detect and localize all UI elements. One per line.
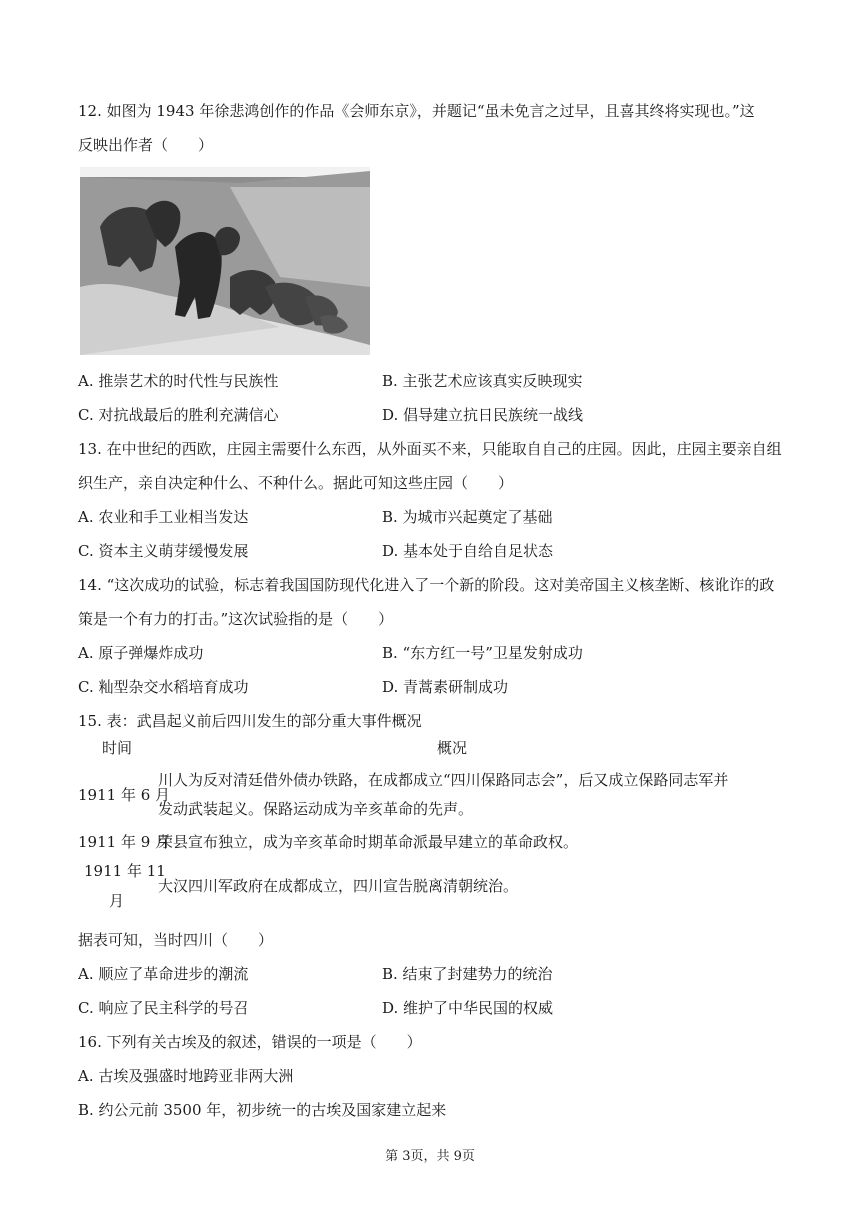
q15-stem: 据表可知，当时四川（ ） [78, 931, 274, 949]
q14-stem-line1: 14. “这次成功的试验，标志着我国国防现代化进入了一个新的阶段。这对美帝国主义核垄断、核讹诈的政 [78, 576, 775, 594]
q13-option-d[interactable]: D. 基本处于自给自足状态 [382, 542, 554, 560]
q15-option-d[interactable]: D. 维护了中华民国的权威 [382, 999, 554, 1017]
q14-option-a[interactable]: A. 原子弹爆炸成功 [78, 644, 204, 662]
table-row-3-desc: 大汉四川军政府在成都成立，四川宣告脱离清朝统治。 [158, 877, 519, 895]
q12-option-b[interactable]: B. 主张艺术应该真实反映现实 [382, 372, 583, 390]
q12-option-a[interactable]: A. 推崇艺术的时代性与民族性 [78, 372, 279, 390]
q12-stem-line1: 12. 如图为 1943 年徐悲鸿创作的作品《会师东京》，并题记“虽未免言之过早，且喜其终将实现也。”这 [78, 102, 755, 120]
q12-option-d[interactable]: D. 倡导建立抗日民族统一战线 [382, 406, 584, 424]
q14-option-c[interactable]: C. 籼型杂交水稻培育成功 [78, 678, 249, 696]
q15-option-a[interactable]: A. 顺应了革命进步的潮流 [78, 965, 249, 983]
table-row-2-time: 1911 年 9 月 [78, 833, 171, 851]
table-row-3-time-line1: 1911 年 11 [84, 862, 166, 880]
table-header-desc: 概况 [437, 739, 468, 757]
table-row-1-time: 1911 年 6 月 [78, 786, 171, 804]
q16-option-b[interactable]: B. 约公元前 3500 年，初步统一的古埃及国家建立起来 [78, 1101, 447, 1119]
q15-title: 15. 表：武昌起义前后四川发生的部分重大事件概况 [78, 712, 422, 730]
q12-option-c[interactable]: C. 对抗战最后的胜利充满信心 [78, 406, 279, 424]
table-header-time: 时间 [102, 739, 133, 757]
q16-option-a[interactable]: A. 古埃及强盛时地跨亚非两大洲 [78, 1067, 294, 1085]
q13-stem-line2: 织生产，亲自决定种什么、不种什么。据此可知这些庄园（ ） [78, 474, 514, 492]
q16-stem: 16. 下列有关古埃及的叙述，错误的一项是（ ） [78, 1033, 422, 1051]
q15-option-b[interactable]: B. 结束了封建势力的统治 [382, 965, 553, 983]
table-row-1-desc-line1: 川人为反对清廷借外债办铁路，在成都成立“四川保路同志会”，后又成立保路同志军并 [158, 771, 729, 789]
q14-stem-line2: 策是一个有力的打击。”这次试验指的是（ ） [78, 610, 394, 628]
table-row-3-time-line2: 月 [109, 892, 125, 910]
table-row-2-desc: 荣县宣布独立，成为辛亥革命时期革命派最早建立的革命政权。 [158, 833, 579, 851]
painting-image [80, 167, 370, 355]
q12-stem-line2: 反映出作者（ ） [78, 136, 214, 154]
table-row-1-desc-line2: 发动武装起义。保路运动成为辛亥革命的先声。 [158, 800, 474, 818]
q13-option-b[interactable]: B. 为城市兴起奠定了基础 [382, 508, 553, 526]
q13-stem-line1: 13. 在中世纪的西欧，庄园主需要什么东西，从外面买不来，只能取自自己的庄园。因此，庄园主要亲自组 [78, 440, 782, 458]
q14-option-b[interactable]: B. “东方红一号”卫星发射成功 [382, 644, 583, 662]
q15-option-c[interactable]: C. 响应了民主科学的号召 [78, 999, 249, 1017]
q13-option-a[interactable]: A. 农业和手工业相当发达 [78, 508, 249, 526]
q13-option-c[interactable]: C. 资本主义萌芽缓慢发展 [78, 542, 249, 560]
page-footer: 第 3页，共 9页 [385, 1149, 475, 1164]
q14-option-d[interactable]: D. 青蒿素研制成功 [382, 678, 509, 696]
